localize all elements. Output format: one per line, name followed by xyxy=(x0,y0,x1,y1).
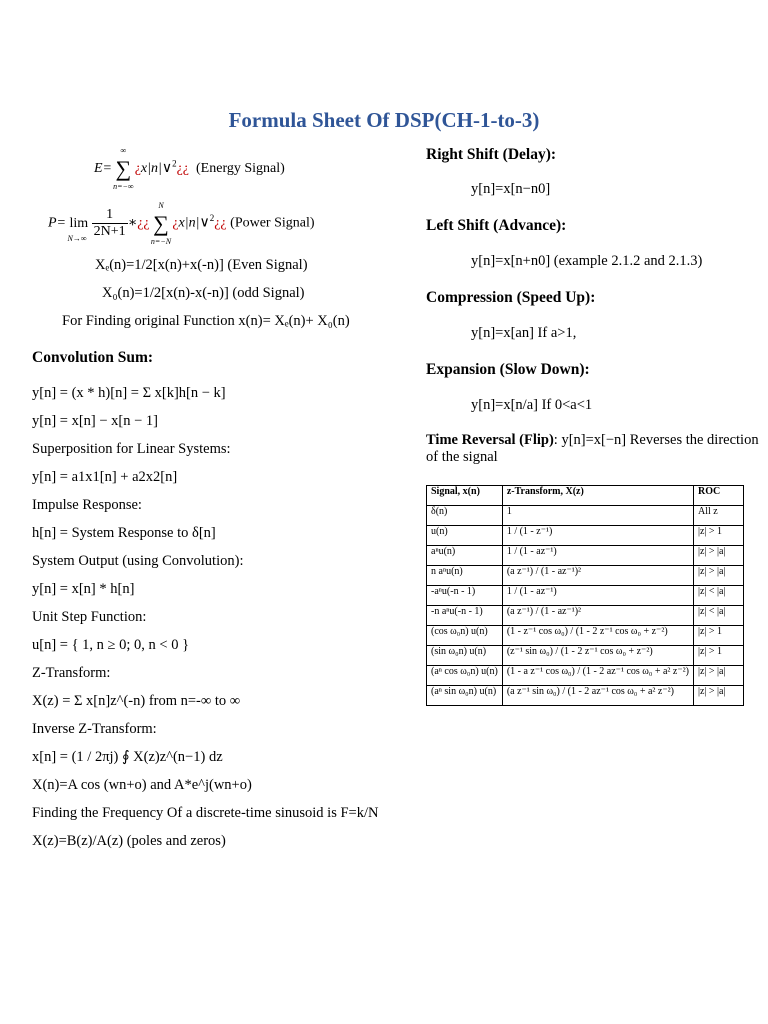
table-cell: (a z⁻¹ sin ω₀) / (1 - 2 az⁻¹ cos ω₀ + a² z⁻²) xyxy=(502,686,693,706)
fraction-denominator: 2N+1 xyxy=(93,224,126,239)
list-item: y[n] = (x * h)[n] = Σ x[k]h[n − k] xyxy=(32,385,226,401)
expansion-header: Expansion (Slow Down): xyxy=(426,361,590,378)
energy-label: (Energy Signal) xyxy=(196,161,285,177)
power-open-mark-2: ¿ xyxy=(172,215,179,231)
list-item: x[n] = (1 / 2πj) ∮ X(z)z^(n−1) dz xyxy=(32,749,223,765)
power-fraction xyxy=(92,207,128,240)
list-item: Unit Step Function: xyxy=(32,609,147,625)
table-cell: -n aⁿu(-n - 1) xyxy=(427,606,503,626)
table-cell: 1 / (1 - z⁻¹) xyxy=(502,526,693,546)
table-cell: (a z⁻¹) / (1 - az⁻¹)² xyxy=(502,606,693,626)
table-row xyxy=(427,626,744,646)
sum-lower-limit: n=−N xyxy=(150,236,172,246)
table-row xyxy=(427,506,744,526)
list-item: Z-Transform: xyxy=(32,665,111,681)
compression-equation: y[n]=x[an] If a>1, xyxy=(471,325,577,341)
energy-lhs: E= xyxy=(94,161,112,177)
original-function: For Finding original Function x(n)= Xₑ(n)+ X₀(n) xyxy=(62,313,350,329)
page-title: Formula Sheet Of DSP(CH-1-to-3) xyxy=(228,108,540,132)
compression-header: Compression (Speed Up): xyxy=(426,289,596,306)
table-cell: |z| > 1 xyxy=(693,526,743,546)
table-cell: |z| > |a| xyxy=(693,546,743,566)
left-shift-header: Left Shift (Advance): xyxy=(426,217,567,234)
list-item: Finding the Frequency Of a discrete-time sinusoid is F=k/N xyxy=(32,805,379,821)
column-header: z-Transform, X(z) xyxy=(502,486,693,506)
sum-lower-limit: n=−∞ xyxy=(113,182,134,191)
sum-upper-limit: ∞ xyxy=(120,146,127,155)
power-star: ∗ xyxy=(127,215,138,231)
time-reversal-header: Time Reversal (Flip) xyxy=(426,432,554,448)
power-label: (Power Signal) xyxy=(230,215,315,231)
lim-operator: lim xyxy=(69,215,89,231)
table-cell: |z| < |a| xyxy=(693,586,743,606)
table-cell: |z| < |a| xyxy=(693,606,743,626)
power-close-mark: ¿¿ xyxy=(214,215,227,231)
list-item: X(n)=A cos (wn+o) and A*e^j(wn+o) xyxy=(32,777,252,793)
list-item: X(z) = Σ x[n]z^(-n) from n=-∞ to ∞ xyxy=(32,693,241,709)
list-item: y[n] = a1x1[n] + a2x2[n] xyxy=(32,469,178,485)
odd-signal: X₀(n)=1/2[x(n)-x(-n)] (odd Signal) xyxy=(102,285,305,301)
list-item: Inverse Z-Transform: xyxy=(32,721,157,737)
list-item: h[n] = System Response to δ[n] xyxy=(32,525,216,541)
list-item: Superposition for Linear Systems: xyxy=(32,441,231,457)
table-cell: (z⁻¹ sin ω₀) / (1 - 2 z⁻¹ cos ω₀ + z⁻²) xyxy=(502,646,693,666)
power-term: x|n|∨ xyxy=(178,215,210,231)
table-cell: 1 xyxy=(502,506,693,526)
sum-upper-limit: N xyxy=(158,200,164,210)
column-header: Signal, x(n) xyxy=(427,486,503,506)
left-shift-equation: y[n]=x[n+n0] (example 2.1.2 and 2.1.3) xyxy=(471,253,703,269)
right-shift-header: Right Shift (Delay): xyxy=(426,146,557,163)
sigma-symbol: ∑ N n=−N xyxy=(150,200,172,246)
list-item: Impulse Response: xyxy=(32,497,142,513)
table-cell: (a z⁻¹) / (1 - az⁻¹)² xyxy=(502,566,693,586)
table-row xyxy=(427,526,744,546)
table-row xyxy=(427,566,744,586)
table-cell: (sin ω₀n) u(n) xyxy=(427,646,503,666)
table-cell: (1 - a z⁻¹ cos ω₀) / (1 - 2 az⁻¹ cos ω₀ + a² z⁻²) xyxy=(502,666,693,686)
energy-formula xyxy=(94,146,285,191)
right-shift-equation: y[n]=x[n−n0] xyxy=(471,181,551,197)
fraction-numerator: 1 xyxy=(92,207,128,224)
table-cell: n aⁿu(n) xyxy=(427,566,503,586)
list-item: X(z)=B(z)/A(z) (poles and zeros) xyxy=(32,833,226,849)
time-reversal-text: : y[n]=x[−n] Reverses the direction of the signal xyxy=(426,432,759,465)
table-cell: 1 / (1 - az⁻¹) xyxy=(502,586,693,606)
table-cell: aⁿu(n) xyxy=(427,546,503,566)
table-cell: (aⁿ cos ω₀n) u(n) xyxy=(427,666,503,686)
z-transform-table xyxy=(426,485,744,706)
list-item: y[n] = x[n] − x[n − 1] xyxy=(32,413,159,429)
power-lhs: P= xyxy=(48,215,66,231)
power-exponent: 2 xyxy=(209,213,215,224)
table-cell: |z| > 1 xyxy=(693,626,743,646)
table-cell: |z| > |a| xyxy=(693,566,743,586)
energy-term: x|n|∨ xyxy=(140,161,173,177)
expansion-equation: y[n]=x[n/a] If 0<a<1 xyxy=(471,397,593,413)
table-cell: |z| > 1 xyxy=(693,646,743,666)
even-signal: Xₑ(n)=1/2[x(n)+x(-n)] (Even Signal) xyxy=(95,257,308,273)
table-header-row xyxy=(427,486,744,506)
table-cell: -aⁿu(-n - 1) xyxy=(427,586,503,606)
table-row xyxy=(427,606,744,626)
energy-exponent: 2 xyxy=(172,158,177,169)
energy-close-mark: ¿¿ xyxy=(176,161,190,177)
table-cell: (cos ω₀n) u(n) xyxy=(427,626,503,646)
time-reversal-note xyxy=(426,432,760,466)
table-cell: All z xyxy=(693,506,743,526)
column-header: ROC xyxy=(693,486,743,506)
table-cell: δ(n) xyxy=(427,506,503,526)
table-row xyxy=(427,546,744,566)
power-formula xyxy=(48,200,315,246)
energy-open-mark: ¿ xyxy=(134,161,141,177)
table-row xyxy=(427,666,744,686)
power-open-mark: ¿¿ xyxy=(137,215,150,231)
lim-subscript: N→∞ xyxy=(67,233,87,243)
list-item: System Output (using Convolution): xyxy=(32,553,244,569)
table-cell: |z| > |a| xyxy=(693,666,743,686)
table-cell: u(n) xyxy=(427,526,503,546)
table-cell: 1 / (1 - az⁻¹) xyxy=(502,546,693,566)
convolution-header: Convolution Sum: xyxy=(32,349,154,366)
table-row xyxy=(427,686,744,706)
table-cell: |z| > |a| xyxy=(693,686,743,706)
sigma-symbol: ∑ ∞ n=−∞ xyxy=(113,146,134,191)
list-item: u[n] = { 1, n ≥ 0; 0, n < 0 } xyxy=(32,637,190,653)
table-row xyxy=(427,646,744,666)
list-item: y[n] = x[n] * h[n] xyxy=(32,581,135,597)
table-cell: (1 - z⁻¹ cos ω₀) / (1 - 2 z⁻¹ cos ω₀ + z⁻²) xyxy=(502,626,693,646)
table-cell: (aⁿ sin ω₀n) u(n) xyxy=(427,686,503,706)
table-row xyxy=(427,586,744,606)
